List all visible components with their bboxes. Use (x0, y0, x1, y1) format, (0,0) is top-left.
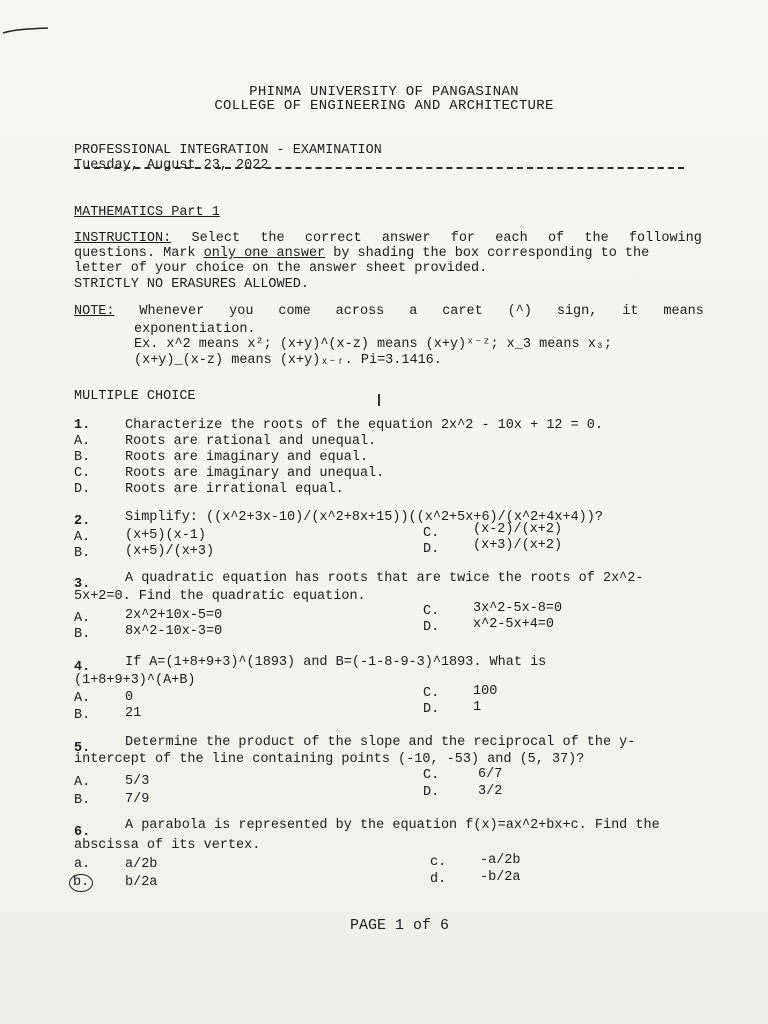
note-line-3: Ex. x^2 means x²; (x+y)^(x-z) means (x+y)ˣ⁻ᶻ; x_3 means x₃; (134, 337, 613, 352)
q2-choice-c-text: (x-2)/(x+2) (473, 522, 563, 537)
q2-choice-d-letter[interactable]: D. (423, 542, 440, 557)
q4-choice-a-text: 0 (125, 690, 134, 705)
q3-choice-d-text: x^2-5x+4=0 (473, 617, 555, 632)
q3-choice-b-text: 8x^2-10x-3=0 (125, 624, 223, 639)
q2-choice-a-text: (x+5)(x-1) (125, 528, 207, 543)
q6-number: 6. (74, 825, 91, 840)
emphasis-one-answer: only one answer (203, 246, 326, 261)
q3-number: 3. (74, 577, 91, 592)
note-line-4: (x+y)_(x-z) means (x+y)ₓ₋ᵣ. Pi=3.1416. (134, 353, 442, 368)
q2-text: Simplify: ((x^2+3x-10)/(x^2+8x+15))((x^2+5x+6)/(x^2+4x+4))? (125, 510, 603, 525)
pen-mark-icon (2, 26, 50, 36)
exam-title: PROFESSIONAL INTEGRATION - EXAMINATION (74, 143, 382, 158)
instruction-label: INSTRUCTION: (74, 231, 172, 246)
q6-text-line-2: abscissa of its vertex. (74, 838, 261, 853)
q5-choice-d-letter[interactable]: D. (423, 785, 440, 800)
exam-date: Tuesday, August 23, 2022 (74, 158, 269, 173)
q6-choice-d-letter[interactable]: d. (430, 872, 447, 887)
q5-text-line-1: Determine the product of the slope and the reciprocal of the y- (125, 735, 636, 750)
q6-choice-d-text: -b/2a (480, 870, 521, 885)
q3-choice-c-text: 3x^2-5x-8=0 (473, 601, 563, 616)
q5-number: 5. (74, 741, 91, 756)
q6-text-line-1: A parabola is represented by the equation f(x)=ax^2+bx+c. Find the (125, 818, 660, 833)
dashed-divider (74, 167, 684, 169)
q5-choice-b-text: 7/9 (125, 792, 150, 807)
q1-choice-c-letter[interactable]: C. (74, 466, 91, 481)
q1-choice-b-letter[interactable]: B. (74, 450, 91, 465)
section-title: MATHEMATICS Part 1 (74, 205, 220, 220)
instruction-line-2: questions. Mark only one answer by shading the box corresponding to the (74, 246, 650, 261)
q6-choice-c-text: -a/2b (480, 853, 521, 868)
q4-choice-d-letter[interactable]: D. (423, 702, 440, 717)
q2-choice-a-letter[interactable]: A. (74, 530, 91, 545)
q5-choice-a-letter[interactable]: A. (74, 775, 91, 790)
q5-choice-c-letter[interactable]: C. (423, 768, 440, 783)
q1-text: Characterize the roots of the equation 2x^2 - 10x + 12 = 0. (125, 418, 603, 433)
pencil-stroke (378, 394, 380, 406)
q1-choice-c-text: Roots are imaginary and unequal. (125, 466, 385, 481)
instruction-line-4: STRICTLY NO ERASURES ALLOWED. (74, 277, 309, 292)
q4-choice-c-letter[interactable]: C. (423, 686, 440, 701)
instruction-line-3: letter of your choice on the answer sheet provided. (74, 261, 488, 276)
q5-choice-d-text: 3/2 (478, 784, 503, 799)
q3-choice-d-letter[interactable]: D. (423, 620, 440, 635)
q6-choice-a-letter[interactable]: a. (74, 857, 91, 872)
q5-choice-b-letter[interactable]: B. (74, 793, 91, 808)
note-line-2: exponentiation. (134, 322, 256, 337)
q6-choice-b-text: b/2a (125, 875, 158, 890)
q5-text-line-2: intercept of the line containing points (-10, -53) and (5, 37)? (74, 752, 585, 767)
q1-choice-d-letter[interactable]: D. (74, 482, 91, 497)
q2-choice-c-letter[interactable]: C. (423, 526, 440, 541)
q2-number: 2. (74, 514, 91, 529)
q4-text-line-2: (1+8+9+3)^(A+B) (74, 673, 196, 688)
q4-choice-c-text: 100 (473, 684, 498, 699)
q2-choice-d-text: (x+3)/(x+2) (473, 538, 563, 553)
q3-choice-a-text: 2x^2+10x-5=0 (125, 608, 223, 623)
q4-choice-b-text: 21 (125, 706, 142, 721)
q6-choice-a-text: a/2b (125, 857, 158, 872)
instruction-line-1: INSTRUCTION: Select the correct answer for each of the following (74, 231, 702, 246)
q3-choice-c-letter[interactable]: C. (423, 604, 440, 619)
q1-number: 1. (74, 418, 91, 433)
note-label: NOTE: (74, 304, 115, 319)
q4-choice-a-letter[interactable]: A. (74, 691, 91, 706)
q6-choice-b-letter[interactable] (74, 874, 93, 892)
q1-choice-b-text: Roots are imaginary and equal. (125, 450, 369, 465)
q3-text-line-2: 5x+2=0. Find the quadratic equation. (74, 589, 366, 604)
note-line-1: NOTE: Whenever you come across a caret (^) sign, it means (74, 304, 704, 319)
q2-choice-b-letter[interactable]: B. (74, 546, 91, 561)
q1-choice-d-text: Roots are irrational equal. (125, 482, 344, 497)
college-name: COLLEGE OF ENGINEERING AND ARCHITECTURE (214, 98, 554, 114)
q4-choice-d-text: 1 (473, 700, 482, 715)
q3-choice-a-letter[interactable]: A. (74, 611, 91, 626)
q5-choice-c-text: 6/7 (478, 767, 503, 782)
q4-number: 4. (74, 660, 91, 675)
q4-text-line-1: If A=(1+8+9+3)^(1893) and B=(-1-8-9-3)^1893. What is (125, 655, 547, 670)
q4-choice-b-letter[interactable]: B. (74, 708, 91, 723)
multiple-choice-title: MULTIPLE CHOICE (74, 389, 196, 404)
q3-text-line-1: A quadratic equation has roots that are twice the roots of 2x^2- (125, 571, 644, 586)
q5-choice-a-text: 5/3 (125, 774, 150, 789)
q6-choice-c-letter[interactable]: c. (430, 855, 447, 870)
q3-choice-b-letter[interactable]: B. (74, 627, 91, 642)
selected-answer-circle: b. (69, 874, 93, 892)
page-number: PAGE 1 of 6 (350, 917, 450, 934)
q1-choice-a-letter[interactable]: A. (74, 434, 91, 449)
q2-choice-b-text: (x+5)/(x+3) (125, 544, 215, 559)
q1-choice-a-text: Roots are rational and unequal. (125, 434, 377, 449)
university-name: PHINMA UNIVERSITY OF PANGASINAN (249, 84, 519, 100)
